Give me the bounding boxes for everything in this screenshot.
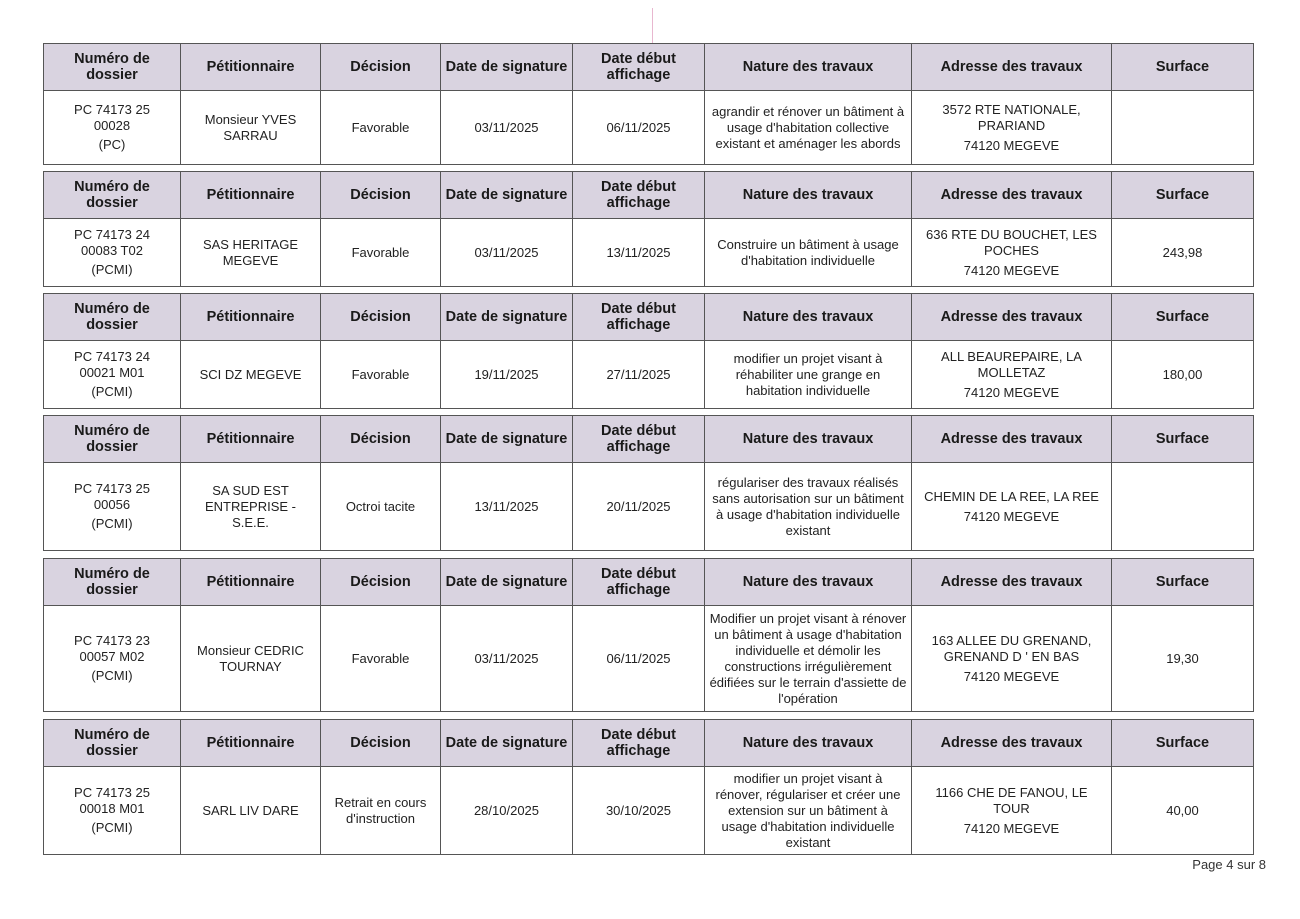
table-row [44, 767, 1254, 855]
adresse-street: 163 ALLEE DU GRENAND, GRENAND D ' EN BAS [931, 632, 1092, 664]
adresse-street: ALL BEAUREPAIRE, LA MOLLETAZ [941, 348, 1082, 380]
header-numero: Numéro de dossier [44, 416, 181, 463]
dossier-number: PC 74173 24 [74, 349, 150, 364]
date-signature-cell: 03/11/2025 [441, 91, 573, 165]
nature-travaux-cell: régulariser des travaux réalisés sans autorisation sur un bâtiment à usage d'habitation individuelle existant [705, 463, 912, 551]
header-row [44, 720, 1254, 767]
dossier-number-cell [44, 606, 181, 712]
dossier-type: (PCMI) [91, 820, 133, 835]
header-surface: Surface [1112, 44, 1254, 91]
dossier-type: (PC) [98, 137, 126, 152]
header-numero: Numéro de dossier [44, 294, 181, 341]
header-surface: Surface [1112, 416, 1254, 463]
page-number: Page 4 sur 8 [1192, 857, 1266, 872]
dossier-number-cell [44, 91, 181, 165]
permit-record-table [43, 43, 1254, 165]
date-affichage-cell: 06/11/2025 [573, 606, 705, 712]
adresse-cell [912, 463, 1112, 551]
header-adresse: Adresse des travaux [912, 559, 1112, 606]
date-affichage-cell: 30/10/2025 [573, 767, 705, 855]
header-adresse: Adresse des travaux [912, 720, 1112, 767]
adresse-cell [912, 219, 1112, 287]
petitionnaire-cell: SA SUD EST ENTREPRISE - S.E.E. [181, 463, 321, 551]
decision-cell: Retrait en cours d'instruction [321, 767, 441, 855]
decision-cell: Favorable [321, 606, 441, 712]
adresse-street: 636 RTE DU BOUCHET, LES POCHES [926, 226, 1097, 258]
header-date-signature: Date de signature [441, 416, 573, 463]
date-signature-cell: 19/11/2025 [441, 341, 573, 409]
header-decision: Décision [321, 559, 441, 606]
header-petitionnaire: Pétitionnaire [181, 559, 321, 606]
date-signature-cell: 03/11/2025 [441, 606, 573, 712]
surface-cell: 180,00 [1112, 341, 1254, 409]
adresse-city: 74120 MEGEVE [963, 668, 1060, 684]
table-row [44, 341, 1254, 409]
header-numero: Numéro de dossier [44, 720, 181, 767]
header-row [44, 416, 1254, 463]
dossier-type: (PCMI) [91, 668, 133, 683]
table-row [44, 463, 1254, 551]
date-affichage-cell: 27/11/2025 [573, 341, 705, 409]
adresse-city: 74120 MEGEVE [963, 137, 1060, 153]
header-decision: Décision [321, 172, 441, 219]
dossier-number-cell [44, 219, 181, 287]
decision-cell: Favorable [321, 341, 441, 409]
dossier-number: PC 74173 25 [74, 785, 150, 800]
petitionnaire-cell: SCI DZ MEGEVE [181, 341, 321, 409]
surface-cell: 19,30 [1112, 606, 1254, 712]
header-adresse: Adresse des travaux [912, 44, 1112, 91]
header-adresse: Adresse des travaux [912, 294, 1112, 341]
permit-record-table [43, 558, 1254, 712]
adresse-cell [912, 91, 1112, 165]
header-petitionnaire: Pétitionnaire [181, 44, 321, 91]
adresse-street: 3572 RTE NATIONALE, PRARIAND [942, 101, 1081, 133]
decision-cell: Favorable [321, 219, 441, 287]
header-petitionnaire: Pétitionnaire [181, 416, 321, 463]
petitionnaire-cell: Monsieur CEDRIC TOURNAY [181, 606, 321, 712]
surface-cell: 243,98 [1112, 219, 1254, 287]
header-nature: Nature des travaux [705, 44, 912, 91]
header-decision: Décision [321, 416, 441, 463]
table-row [44, 219, 1254, 287]
header-nature: Nature des travaux [705, 559, 912, 606]
header-date-signature: Date de signature [441, 44, 573, 91]
adresse-cell [912, 606, 1112, 712]
dossier-number-cell [44, 463, 181, 551]
date-affichage-cell: 06/11/2025 [573, 91, 705, 165]
margin-mark [652, 8, 653, 44]
date-signature-cell: 13/11/2025 [441, 463, 573, 551]
header-nature: Nature des travaux [705, 720, 912, 767]
dossier-number-suffix: 00056 [93, 497, 131, 512]
nature-travaux-cell: Modifier un projet visant à rénover un bâtiment à usage d'habitation individuelle et démolir les constructions irrégulièrement édifiées sur le terrain d'assiette de l'opération [705, 606, 912, 712]
header-numero: Numéro de dossier [44, 44, 181, 91]
header-numero: Numéro de dossier [44, 559, 181, 606]
dossier-number-suffix: 00028 [93, 118, 131, 133]
permit-record-table [43, 415, 1254, 551]
dossier-number-suffix: 00083 T02 [81, 243, 143, 258]
header-nature: Nature des travaux [705, 416, 912, 463]
header-surface: Surface [1112, 559, 1254, 606]
petitionnaire-cell: Monsieur YVES SARRAU [181, 91, 321, 165]
adresse-street: CHEMIN DE LA REE, LA REE [924, 488, 1099, 504]
header-row [44, 44, 1254, 91]
table-row [44, 606, 1254, 712]
header-decision: Décision [321, 44, 441, 91]
dossier-number: PC 74173 23 [74, 633, 150, 648]
permit-record-table [43, 171, 1254, 287]
header-petitionnaire: Pétitionnaire [181, 294, 321, 341]
adresse-city: 74120 MEGEVE [963, 384, 1060, 400]
nature-travaux-cell: modifier un projet visant à réhabiliter une grange en habitation individuelle [705, 341, 912, 409]
dossier-type: (PCMI) [91, 262, 133, 277]
header-row [44, 559, 1254, 606]
adresse-cell [912, 341, 1112, 409]
header-date-affichage: Date début affichage [573, 44, 705, 91]
dossier-number-cell [44, 767, 181, 855]
decision-cell: Octroi tacite [321, 463, 441, 551]
dossier-type: (PCMI) [91, 384, 133, 399]
dossier-number: PC 74173 24 [74, 227, 150, 242]
header-surface: Surface [1112, 720, 1254, 767]
header-nature: Nature des travaux [705, 172, 912, 219]
header-row [44, 294, 1254, 341]
header-date-affichage: Date début affichage [573, 172, 705, 219]
adresse-city: 74120 MEGEVE [963, 508, 1060, 524]
header-petitionnaire: Pétitionnaire [181, 720, 321, 767]
header-date-signature: Date de signature [441, 720, 573, 767]
header-date-affichage: Date début affichage [573, 720, 705, 767]
header-date-signature: Date de signature [441, 294, 573, 341]
nature-travaux-cell: Construire un bâtiment à usage d'habitation individuelle [705, 219, 912, 287]
permit-record-table [43, 719, 1254, 855]
adresse-cell [912, 767, 1112, 855]
dossier-number: PC 74173 25 [74, 102, 150, 117]
date-signature-cell: 28/10/2025 [441, 767, 573, 855]
dossier-number: PC 74173 25 [74, 481, 150, 496]
surface-cell [1112, 91, 1254, 165]
header-row [44, 172, 1254, 219]
adresse-city: 74120 MEGEVE [963, 820, 1060, 836]
dossier-number-suffix: 00018 M01 [79, 801, 145, 816]
header-adresse: Adresse des travaux [912, 416, 1112, 463]
date-signature-cell: 03/11/2025 [441, 219, 573, 287]
header-surface: Surface [1112, 172, 1254, 219]
dossier-number-suffix: 00021 M01 [79, 365, 145, 380]
petitionnaire-cell: SAS HERITAGE MEGEVE [181, 219, 321, 287]
date-affichage-cell: 20/11/2025 [573, 463, 705, 551]
nature-travaux-cell: agrandir et rénover un bâtiment à usage d'habitation collective existant et aménager les abords [705, 91, 912, 165]
date-affichage-cell: 13/11/2025 [573, 219, 705, 287]
permit-record-table [43, 293, 1254, 409]
header-nature: Nature des travaux [705, 294, 912, 341]
table-row [44, 91, 1254, 165]
adresse-street: 1166 CHE DE FANOU, LE TOUR [935, 784, 1088, 816]
header-decision: Décision [321, 720, 441, 767]
header-adresse: Adresse des travaux [912, 172, 1112, 219]
header-petitionnaire: Pétitionnaire [181, 172, 321, 219]
decision-cell: Favorable [321, 91, 441, 165]
header-numero: Numéro de dossier [44, 172, 181, 219]
dossier-number-suffix: 00057 M02 [79, 649, 145, 664]
header-date-affichage: Date début affichage [573, 294, 705, 341]
dossier-type: (PCMI) [91, 516, 133, 531]
surface-cell [1112, 463, 1254, 551]
permit-records-list [43, 43, 1253, 855]
adresse-city: 74120 MEGEVE [963, 262, 1060, 278]
header-decision: Décision [321, 294, 441, 341]
header-date-affichage: Date début affichage [573, 559, 705, 606]
header-surface: Surface [1112, 294, 1254, 341]
dossier-number-cell [44, 341, 181, 409]
petitionnaire-cell: SARL LIV DARE [181, 767, 321, 855]
header-date-signature: Date de signature [441, 172, 573, 219]
nature-travaux-cell: modifier un projet visant à rénover, régulariser et créer une extension sur un bâtiment à usage d'habitation individuelle existant [705, 767, 912, 855]
header-date-signature: Date de signature [441, 559, 573, 606]
surface-cell: 40,00 [1112, 767, 1254, 855]
header-date-affichage: Date début affichage [573, 416, 705, 463]
